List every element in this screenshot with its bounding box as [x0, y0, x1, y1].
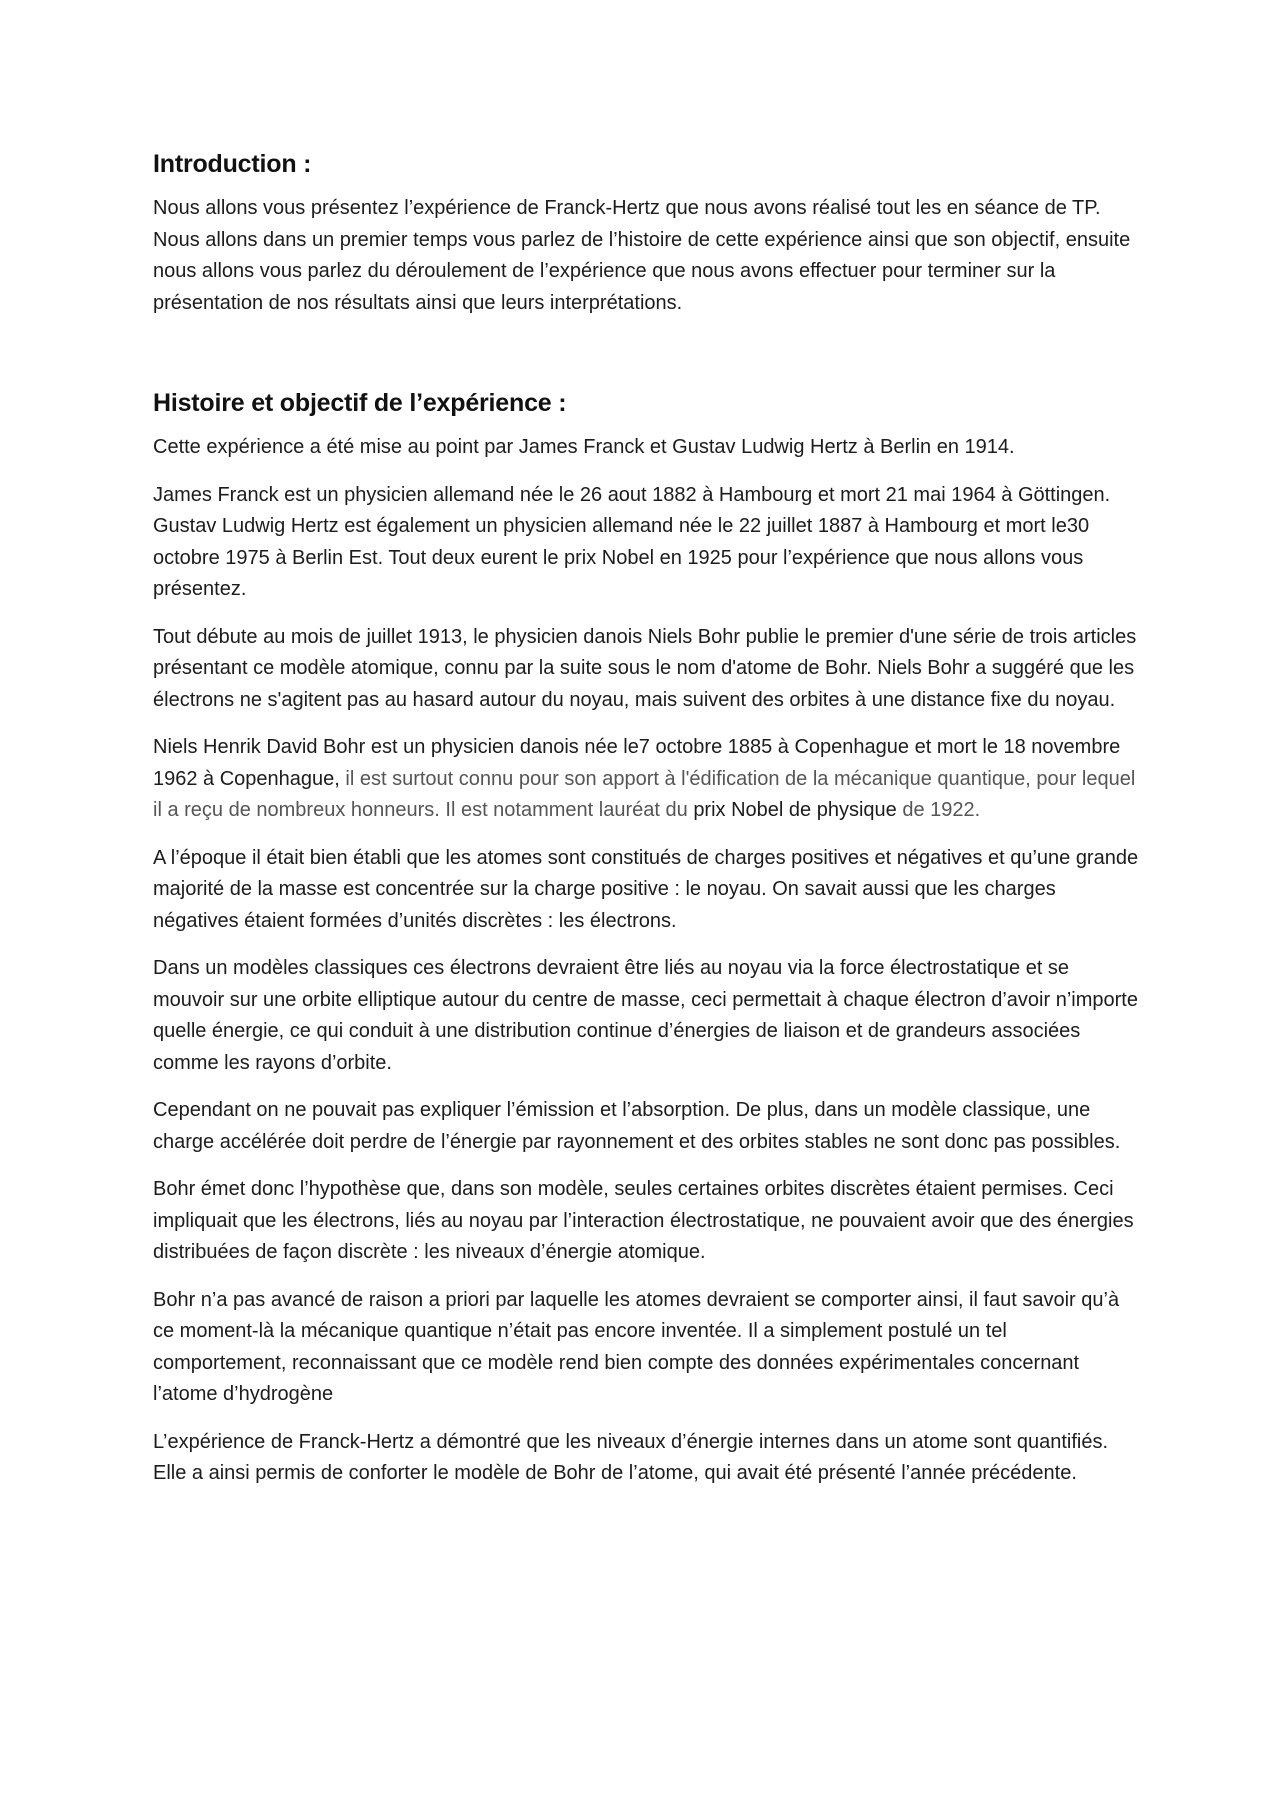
nobel-year-text: de 1922. [896, 799, 981, 821]
bohr-bio-text: Niels Henrik David Bohr est un physicien danois née le7 octobre 1885 à Copenhague et mort le 18 novembre 1962 à Copenhague, [153, 736, 1121, 790]
introduction-paragraph: Nous allons vous présentez l’expérience de Franck-Hertz que nous avons réalisé tout les en séance de TP. Nous allons dans un premier temps vous parlez de l’histoire de cette expérience ainsi que son objectif, ensuite nous allons vous parlez du déroulement de l’expérience que nous avons effectuer pour terminer sur la présentation de nos résultats ainsi que leurs interprétations. [153, 197, 1131, 314]
introduction-heading: Introduction : [153, 150, 312, 178]
history-paragraph-9: Bohr n’a pas avancé de raison a priori par laquelle les atomes devraient se comporter ainsi, il faut savoir qu’à ce moment-là la mécanique quantique n’était pas encore inventée. Il a simplement postulé un tel comportement, reconnaissant que ce modèle rend bien compte des données expérimentales concernant l’atome d’hydrogène [153, 1288, 1120, 1405]
history-section [153, 432, 1143, 1490]
nobel-prize-text: prix Nobel de physique [693, 799, 897, 821]
history-paragraph-6: Dans un modèles classiques ces électrons devraient être liés au noyau via la force électrostatique et se mouvoir sur une orbite elliptique autour du centre de masse, ceci permettait à chaque électron d’avoir n’importe quelle énergie, ce qui conduit à une distribution continue d’énergies de liaison et de grandeurs associées comme les rayons d’orbite. [153, 957, 1138, 1074]
history-paragraph-3: Tout débute au mois de juillet 1913, le physicien danois Niels Bohr publie le premier d'une série de trois articles présentant ce modèle atomique, connu par la suite sous le nom d'atome de Bohr. Niels Bohr a suggéré que les électrons ne s'agitent pas au hasard autour du noyau, mais suivent des orbites à une distance fixe du noyau. [153, 625, 1137, 711]
history-paragraph-4 [153, 732, 1143, 827]
history-heading: Histoire et objectif de l’expérience : [153, 389, 567, 417]
history-paragraph-5: A l’époque il était bien établi que les atomes sont constitués de charges positives et négatives et qu’une grande majorité de la masse est concentrée sur la charge positive : le noyau. On savait aussi que les charges négatives étaient formées d’unités discrètes : les électrons. [153, 846, 1139, 932]
history-paragraph-8: Bohr émet donc l’hypothèse que, dans son modèle, seules certaines orbites discrètes étaient permises. Ceci impliquait que les électrons, liés au noyau par l’interaction électrostatique, ne pouvaient avoir que des énergies distribuées de façon discrète : les niveaux d’énergie atomique. [153, 1178, 1134, 1263]
history-paragraph-1: Cette expérience a été mise au point par James Franck et Gustav Ludwig Hertz à Berlin en 1914. [153, 436, 1015, 458]
history-paragraph-2: James Franck est un physicien allemand née le 26 aout 1882 à Hambourg et mort 21 mai 1964 à Göttingen. Gustav Ludwig Hertz est également un physicien allemand née le 22 juillet 1887 à Hambourg et mort le30 octobre 1975 à Berlin Est. Tout deux eurent le prix Nobel en 1925 pour l’expérience que nous allons vous présentez. [153, 483, 1111, 600]
bohr-quote-text: il est surtout connu pour son apport à l'édification de la mécanique quantique, pour lequel il a reçu de nombreux honneurs. Il est notamment lauréat du [153, 767, 1136, 821]
document-page [153, 150, 1143, 1506]
history-paragraph-10: L’expérience de Franck-Hertz a démontré que les niveaux d’énergie internes dans un atome sont quantifiés. Elle a ainsi permis de conforter le modèle de Bohr de l’atome, qui avait été présenté l’année précédente. [153, 1430, 1109, 1484]
history-paragraph-7: Cependant on ne pouvait pas expliquer l’émission et l’absorption. De plus, dans un modèle classique, une charge accélérée doit perdre de l’énergie par rayonnement et des orbites stables ne sont donc pas possibles. [153, 1099, 1121, 1153]
